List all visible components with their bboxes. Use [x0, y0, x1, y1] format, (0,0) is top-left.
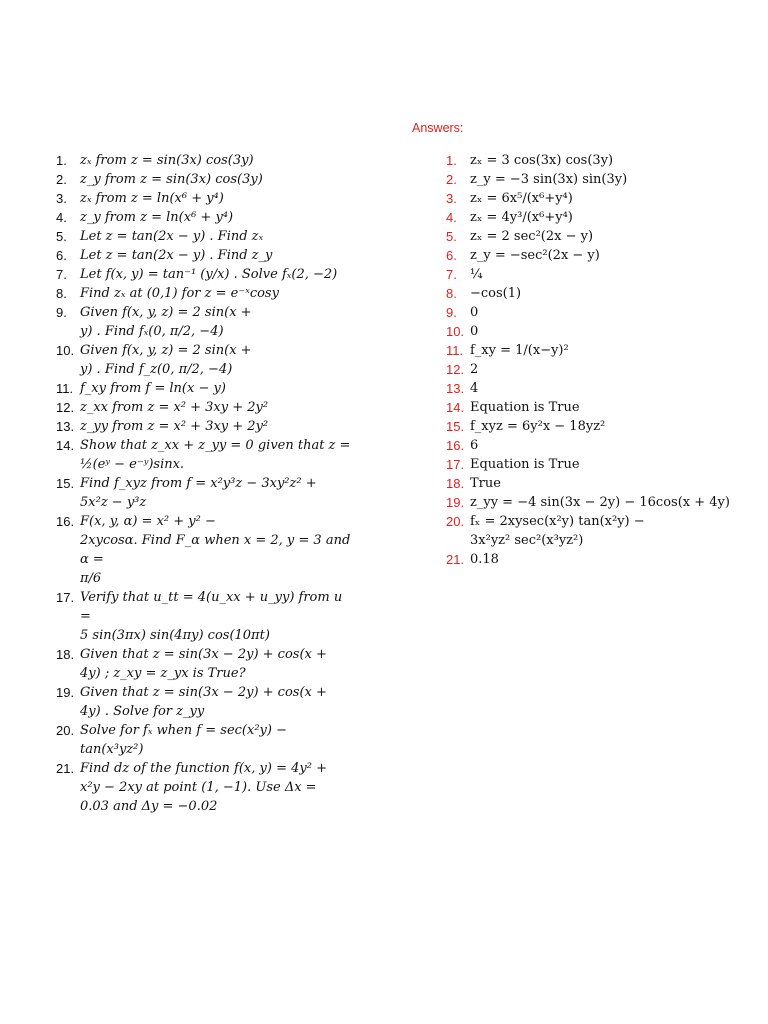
question-text: zₓ from z = sin(3x) cos(3y): [80, 153, 254, 168]
answer-number: 18.: [446, 476, 465, 491]
answer-number: 19.: [446, 495, 465, 510]
answer-item: [446, 341, 746, 360]
question-item: [56, 341, 356, 379]
question-text: Find zₓ at (0,1) for z = e⁻ˣcosy: [80, 286, 279, 301]
question-item: [56, 512, 356, 588]
question-number: 6.: [56, 248, 67, 263]
question-text: Let f(x, y) = tan⁻¹ (y/x) . Solve fₓ(2, −2): [80, 267, 338, 282]
question-number: 9.: [56, 305, 67, 320]
question-number: 7.: [56, 267, 67, 282]
question-item: [56, 436, 356, 474]
answer-text: zₓ = 4y³/(x⁶+y⁴): [470, 210, 573, 225]
answer-item: [446, 189, 746, 208]
question-number: 19.: [56, 685, 75, 700]
answer-text: 0.18: [470, 552, 499, 567]
question-number: 17.: [56, 590, 75, 605]
question-number: 20.: [56, 723, 75, 738]
answer-number: 11.: [446, 343, 464, 358]
answer-number: 4.: [446, 210, 457, 225]
question-item: [56, 189, 356, 208]
answer-number: 10.: [446, 324, 465, 339]
question-text: Given that z = sin(3x − 2y) + cos(x + 4y) ; z_xy = z_yx is True?: [80, 647, 327, 681]
answer-number: 1.: [446, 153, 457, 168]
answer-text: True: [470, 476, 501, 491]
answer-number: 21.: [446, 552, 465, 567]
question-number: 8.: [56, 286, 67, 301]
question-item: [56, 227, 356, 246]
answer-text: z_y = −sec²(2x − y): [470, 248, 600, 263]
question-text: Let z = tan(2x − y) . Find z_y: [80, 248, 273, 263]
question-number: 4.: [56, 210, 67, 225]
question-item: [56, 645, 356, 683]
question-text: z_xx from z = x² + 3xy + 2y²: [80, 400, 269, 415]
question-item: [56, 265, 356, 284]
question-number: 15.: [56, 476, 75, 491]
question-text: F(x, y, α) = x² + y² − 2xycosα. Find F_α when x = 2, y = 3 and α = π/6: [80, 514, 351, 586]
answer-item: [446, 550, 746, 569]
answer-text: Equation is True: [470, 400, 580, 415]
answers-list: [446, 151, 746, 569]
answer-item: [446, 436, 746, 455]
answer-item: [446, 208, 746, 227]
question-number: 3.: [56, 191, 67, 206]
answer-item: [446, 284, 746, 303]
question-number: 12.: [56, 400, 75, 415]
question-item: [56, 588, 356, 645]
question-text: Let z = tan(2x − y) . Find zₓ: [80, 229, 264, 244]
answer-text: ¼: [470, 267, 483, 282]
question-item: [56, 398, 356, 417]
question-number: 5.: [56, 229, 67, 244]
answer-text: zₓ = 2 sec²(2x − y): [470, 229, 594, 244]
question-number: 2.: [56, 172, 67, 187]
answer-item: [446, 246, 746, 265]
question-item: [56, 721, 356, 759]
answer-number: 3.: [446, 191, 457, 206]
question-item: [56, 303, 356, 341]
answer-number: 17.: [446, 457, 465, 472]
question-number: 13.: [56, 419, 75, 434]
question-text: Given that z = sin(3x − 2y) + cos(x + 4y) . Solve for z_yy: [80, 685, 327, 719]
question-item: [56, 170, 356, 189]
question-text: Find f_xyz from f = x²y³z − 3xy²z² + 5x²z − y³z: [80, 476, 317, 510]
answer-text: 2: [470, 362, 479, 377]
answer-number: 2.: [446, 172, 457, 187]
question-item: [56, 379, 356, 398]
question-text: Verify that u_tt = 4(u_xx + u_yy) from u = 5 sin(3πx) sin(4πy) cos(10πt): [80, 590, 343, 643]
question-item: [56, 151, 356, 170]
answer-number: 12.: [446, 362, 465, 377]
answer-number: 9.: [446, 305, 457, 320]
answer-item: [446, 417, 746, 436]
answer-number: 15.: [446, 419, 465, 434]
answer-text: z_y = −3 sin(3x) sin(3y): [470, 172, 628, 187]
answer-item: [446, 493, 746, 512]
answer-item: [446, 474, 746, 493]
answer-number: 8.: [446, 286, 457, 301]
question-text: f_xy from f = ln(x − y): [80, 381, 226, 396]
answer-text: 0: [470, 305, 479, 320]
answer-text: zₓ = 6x⁵/(x⁶+y⁴): [470, 191, 573, 206]
answers-heading: Answers:: [412, 121, 464, 135]
question-text: z_yy from z = x² + 3xy + 2y²: [80, 419, 269, 434]
answer-item: [446, 379, 746, 398]
answer-text: Equation is True: [470, 457, 580, 472]
question-number: 16.: [56, 514, 75, 529]
question-text: z_y from z = sin(3x) cos(3y): [80, 172, 263, 187]
question-item: [56, 417, 356, 436]
question-number: 21.: [56, 761, 75, 776]
answer-item: [446, 455, 746, 474]
answer-text: zₓ = 3 cos(3x) cos(3y): [470, 153, 614, 168]
question-number: 14.: [56, 438, 75, 453]
answer-number: 16.: [446, 438, 465, 453]
answer-number: 5.: [446, 229, 457, 244]
question-item: [56, 284, 356, 303]
answer-text: f_xy = 1/(x−y)²: [470, 343, 569, 358]
question-text: Solve for fₓ when f = sec(x²y) − tan(x³yz²): [80, 723, 287, 757]
answer-text: 4: [470, 381, 479, 396]
question-item: [56, 474, 356, 512]
answer-text: 6: [470, 438, 479, 453]
answer-item: [446, 398, 746, 417]
answer-text: fₓ = 2xysec(x²y) tan(x²y) − 3x²yz² sec²(x³yz²): [470, 514, 645, 548]
answer-text: −cos(1): [470, 286, 522, 301]
question-item: [56, 759, 356, 816]
answer-number: 20.: [446, 514, 465, 529]
question-number: 1.: [56, 153, 67, 168]
question-item: [56, 683, 356, 721]
answer-item: [446, 512, 746, 550]
question-item: [56, 246, 356, 265]
question-text: z_y from z = ln(x⁶ + y⁴): [80, 210, 234, 225]
question-number: 11.: [56, 381, 74, 396]
question-number: 10.: [56, 343, 75, 358]
question-text: Show that z_xx + z_yy = 0 given that z = ½(eʸ − e⁻ʸ)sinx.: [80, 438, 351, 472]
answer-item: [446, 322, 746, 341]
answer-number: 7.: [446, 267, 457, 282]
answer-text: z_yy = −4 sin(3x − 2y) − 16cos(x + 4y): [470, 495, 730, 510]
answer-item: [446, 360, 746, 379]
question-text: Find dz of the function f(x, y) = 4y² + x²y − 2xy at point (1, −1). Use Δx = 0.03 and Δy = −0.02: [80, 761, 327, 814]
answer-number: 6.: [446, 248, 457, 263]
questions-list: [56, 151, 356, 816]
answer-text: f_xyz = 6y²x − 18yz²: [470, 419, 606, 434]
question-text: zₓ from z = ln(x⁶ + y⁴): [80, 191, 224, 206]
question-number: 18.: [56, 647, 75, 662]
question-text: Given f(x, y, z) = 2 sin(x + y) . Find f_z(0, π/2, −4): [80, 343, 252, 377]
answer-item: [446, 265, 746, 284]
answer-item: [446, 170, 746, 189]
question-text: Given f(x, y, z) = 2 sin(x + y) . Find fₓ(0, π/2, −4): [80, 305, 252, 339]
answer-item: [446, 303, 746, 322]
answer-item: [446, 151, 746, 170]
answer-number: 13.: [446, 381, 465, 396]
question-item: [56, 208, 356, 227]
answer-number: 14.: [446, 400, 465, 415]
answer-text: 0: [470, 324, 479, 339]
answer-item: [446, 227, 746, 246]
